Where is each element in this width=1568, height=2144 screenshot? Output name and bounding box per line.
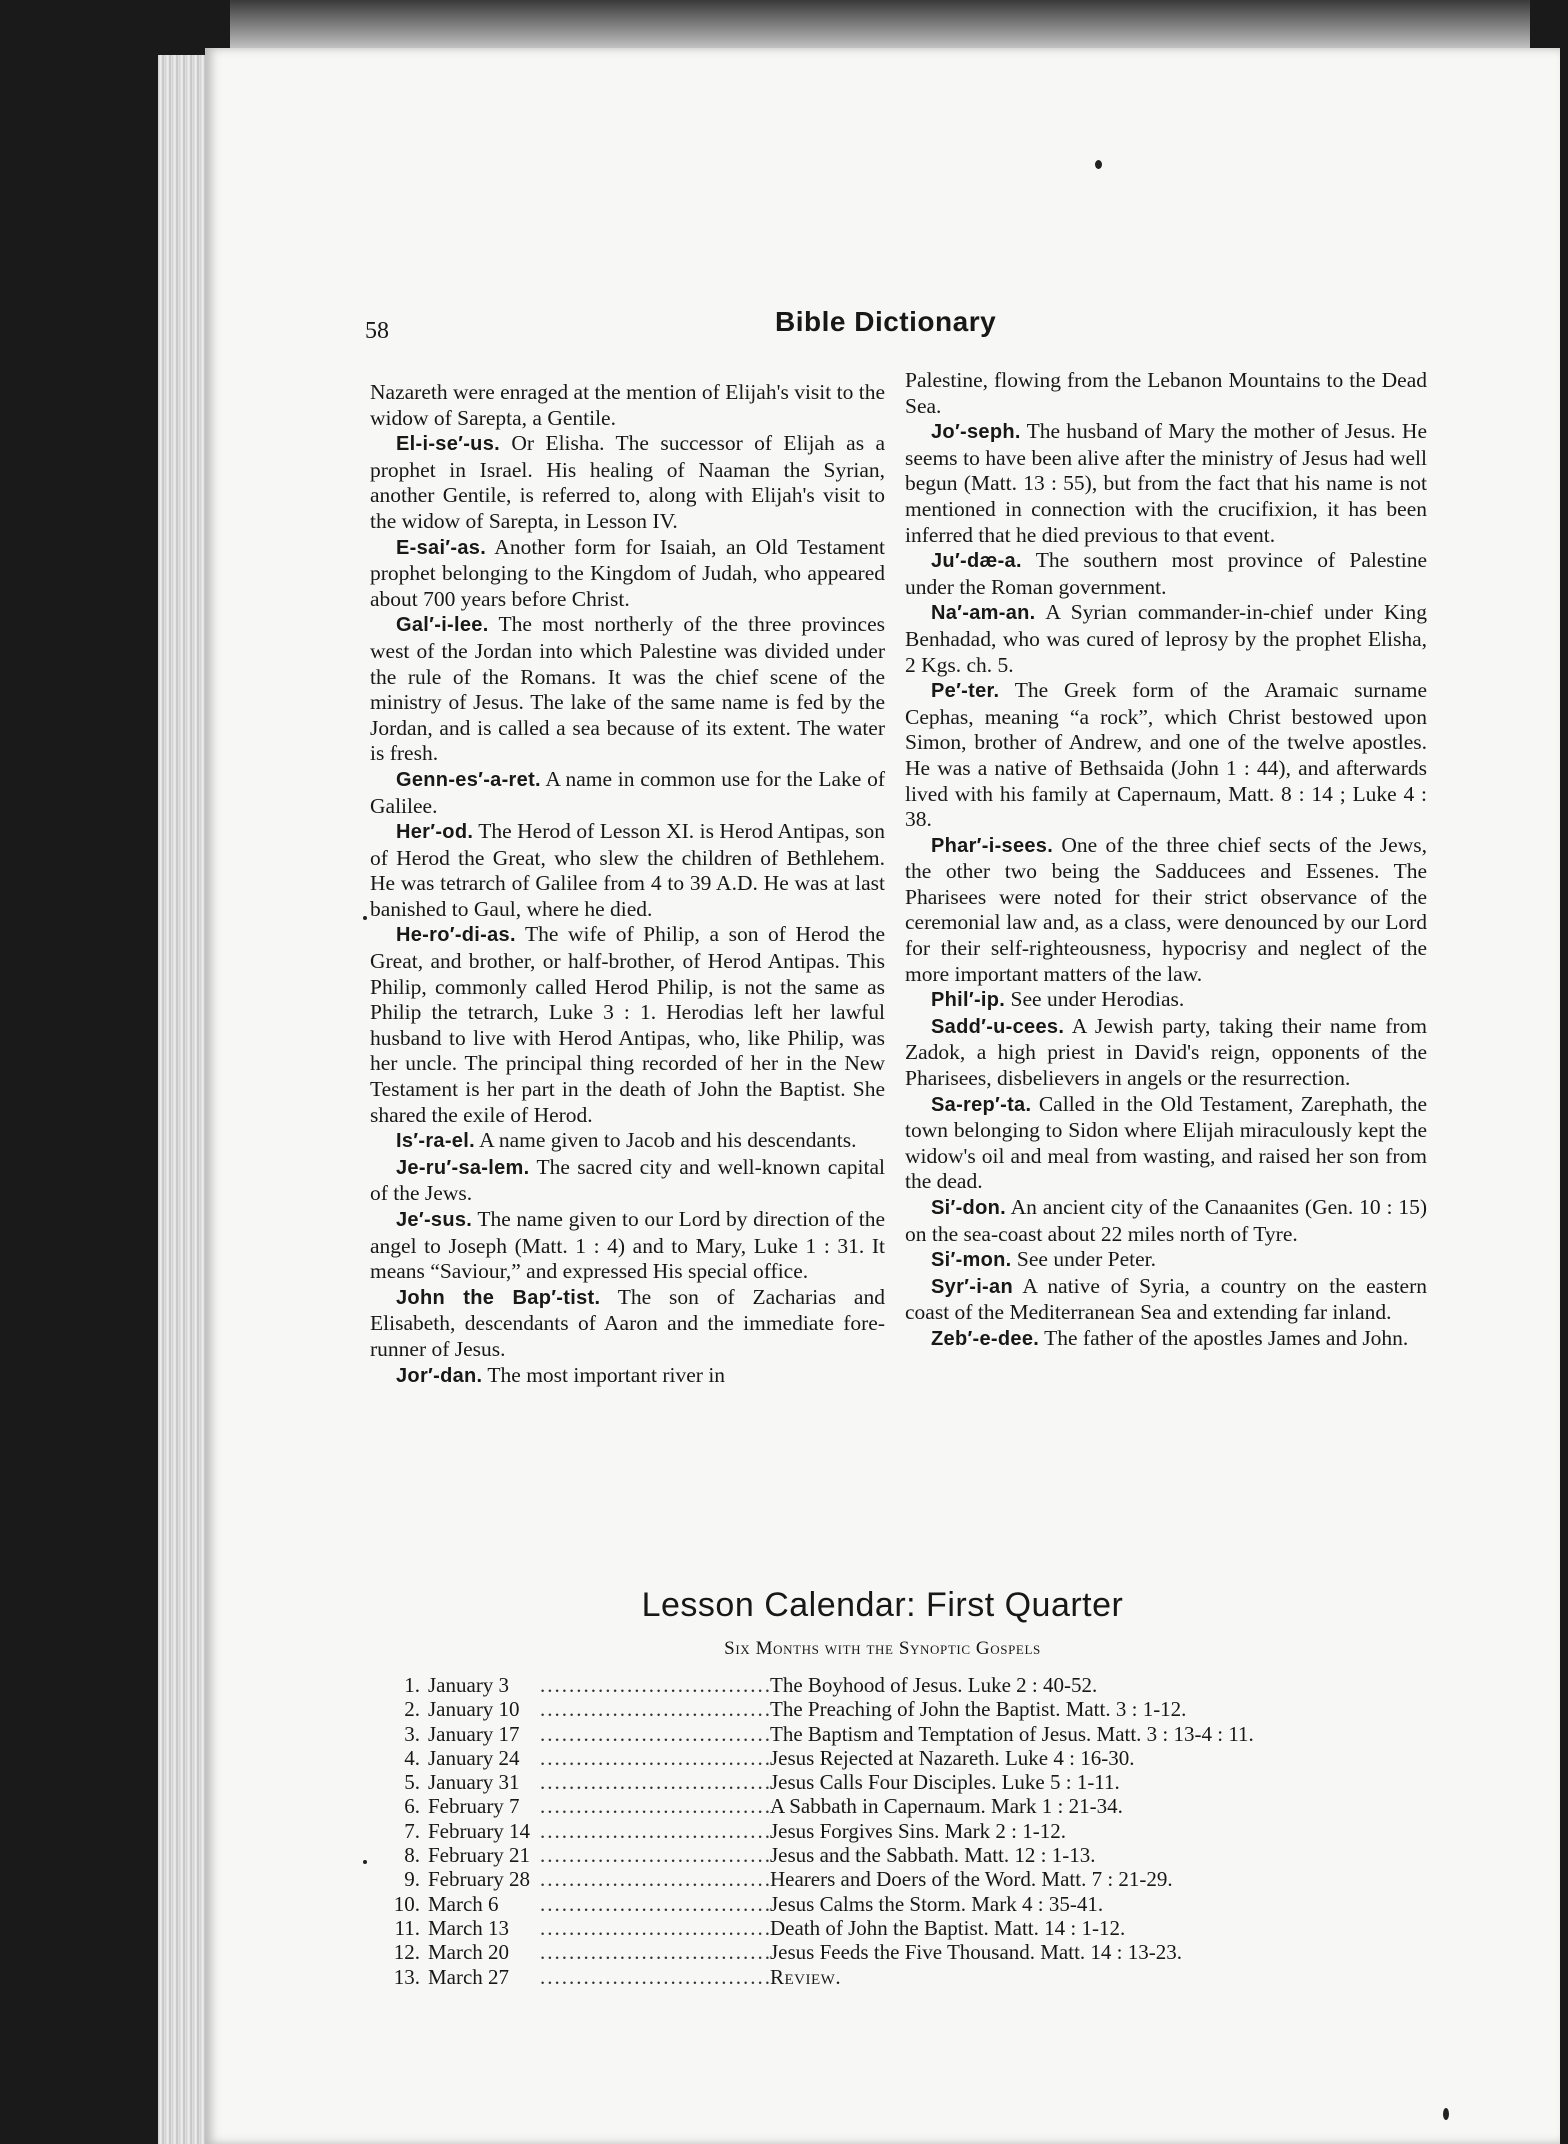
- entry-headword: Gal′-i-lee.: [396, 614, 489, 637]
- entry-text: The father of the apostles James and John.: [1039, 1325, 1409, 1350]
- lesson-row: [380, 1867, 1520, 1891]
- entry-headword: Her′-od.: [396, 821, 474, 844]
- dictionary-entry: [905, 833, 1427, 988]
- leader-dots: [540, 1746, 770, 1770]
- lesson-date: January 17: [428, 1721, 520, 1746]
- leader-dots: [540, 1722, 770, 1746]
- lesson-date: January 31: [428, 1770, 520, 1795]
- dictionary-entry: [905, 678, 1427, 833]
- leader-dots: [540, 1697, 770, 1721]
- book-page: [205, 48, 1560, 2144]
- lesson-topic: Jesus Calls Four Disciples. Luke 5 : 1-11.: [770, 1770, 1120, 1795]
- entry-text: A Jewish party, taking their name from Zadok, a high priest in David's reign, opponents of the Pharisees, disbelievers in angels or the resurrection.: [905, 1013, 1427, 1091]
- lesson-date: February 14: [428, 1818, 531, 1843]
- dictionary-entry: [905, 600, 1427, 678]
- lesson-number: 5.: [404, 1770, 420, 1795]
- lesson-topic: The Preaching of John the Baptist. Matt. 3 : 1-12.: [770, 1697, 1187, 1722]
- entry-headword: Jo′-seph.: [931, 421, 1021, 444]
- entry-text: The most northerly of the three provinces west of the Jordan into which Palestine was divided under the rule of the Romans. It was the chief scene of the ministry of Jesus. The lake of the same name is fed by the Jordan, and is called a sea because of its extent. The water is fresh.: [370, 612, 885, 766]
- leader-dots: [540, 1794, 770, 1818]
- page-header: [205, 298, 1560, 344]
- entry-headword: Pe′-ter.: [931, 680, 1000, 703]
- entry-headword: Zeb′-e-dee.: [931, 1327, 1040, 1350]
- lesson-date: March 6: [428, 1891, 499, 1916]
- lesson-topic: Hearers and Doers of the Word. Matt. 7 : 21-29.: [770, 1867, 1173, 1892]
- entry-headword: Phil′-ip.: [931, 989, 1006, 1012]
- lesson-topic: Jesus Calms the Storm. Mark 4 : 35-41.: [770, 1891, 1104, 1916]
- lesson-date: February 28: [428, 1867, 531, 1892]
- dictionary-entry: [905, 419, 1427, 548]
- lesson-number: 3.: [404, 1721, 420, 1746]
- dictionary-entry: [370, 1285, 885, 1363]
- lesson-number: 1.: [404, 1673, 420, 1697]
- leader-dots: [540, 1819, 770, 1843]
- lesson-number: 10.: [393, 1891, 420, 1916]
- lesson-date: March 20: [428, 1940, 510, 1965]
- lesson-number: 6.: [404, 1794, 420, 1819]
- lesson-topic: Jesus Feeds the Five Thousand. Matt. 14 : 13-23.: [770, 1940, 1183, 1965]
- lesson-row: [380, 1916, 1520, 1940]
- lesson-row: [380, 1794, 1520, 1818]
- entry-headword: Sadd′-u-cees.: [931, 1015, 1065, 1038]
- entry-headword: Sa-rep′-ta.: [931, 1093, 1032, 1116]
- lesson-row: [380, 1673, 1520, 1697]
- entry-headword: Genn-es′-a-ret.: [396, 768, 541, 791]
- print-speck: [363, 916, 367, 920]
- entry-text: See under Peter.: [1011, 1247, 1157, 1272]
- lesson-row: [380, 1746, 1520, 1770]
- lesson-topic: The Baptism and Temptation of Jesus. Matt. 3 : 13-4 : 11.: [770, 1721, 1254, 1746]
- dictionary-entry: [370, 767, 885, 819]
- lesson-topic: Jesus Forgives Sins. Mark 2 : 1-12.: [770, 1818, 1066, 1843]
- dictionary-entry: [370, 922, 885, 1128]
- lesson-topic: Review.: [770, 1964, 842, 1989]
- dictionary-entry: [370, 819, 885, 922]
- entry-text: The most important river in: [482, 1362, 726, 1387]
- dictionary-entry: [370, 431, 885, 534]
- dictionary-entry: [370, 535, 885, 613]
- entry-headword: He-ro′-di-as.: [396, 924, 516, 947]
- entry-text: The sacred city and well-known capital of the Jews.: [370, 1154, 885, 1206]
- entry-text: The Greek form of the Aramaic surname Cephas, meaning “a rock”, which Christ bestowed upon Simon, brother of Andrew, and one of the twelve apostles. He was a native of Bethsaida (John 1 : 44), and afterwards lived with his family at Capernaum, Matt. 8 : 14 ; Luke 4 : 38.: [905, 678, 1427, 832]
- entry-text: Another form for Isaiah, an Old Testament prophet belonging to the Kingdom of Judah, who appeared about 700 years before Christ.: [370, 534, 885, 611]
- entry-text: One of the three chief sects of the Jews, the other two being the Sadducees and Essenes. The Pharisees were noted for their strict observance of the ceremonial law and, as a class, were denounced by our Lord for their self-righteousness, hypocrisy and neglect of the more important matters of the law.: [905, 832, 1427, 986]
- calendar-title: Lesson Calendar: First Quarter: [641, 1586, 1124, 1624]
- lesson-number: 7.: [404, 1818, 420, 1843]
- dictionary-entry: [905, 548, 1427, 600]
- entry-text: Or Elisha. The successor of Elijah as a prophet in Israel. His healing of Naaman the Syrian, another Gentile, is referred to, along with Elijah's visit to the widow of Sarepta, in Lesson IV.: [370, 431, 885, 533]
- leader-dots: [540, 1843, 770, 1867]
- lesson-number: 12.: [393, 1940, 420, 1965]
- calendar-subtitle: Six Months with the Synoptic Gospels: [724, 1638, 1041, 1659]
- entry-text: Palestine, flowing from the Lebanon Mountains to the Dead Sea.: [905, 368, 1427, 418]
- entry-headword: Phar′-i-sees.: [931, 834, 1054, 857]
- print-speck: [1443, 2108, 1449, 2120]
- entry-headword: John the Bap′-tist.: [396, 1286, 601, 1309]
- lesson-number: 8.: [404, 1843, 420, 1868]
- leader-dots: [540, 1770, 770, 1794]
- dictionary-entry: [905, 1274, 1427, 1326]
- dictionary-entry: [905, 1014, 1427, 1092]
- dictionary-entry: [370, 1363, 885, 1390]
- entry-headword: Jor′-dan.: [396, 1364, 483, 1387]
- leader-dots: [540, 1916, 770, 1940]
- dictionary-entry: [905, 1195, 1427, 1247]
- entry-text: A name given to Jacob and his descendants.: [474, 1128, 857, 1153]
- entry-text: The name given to our Lord by direction of the angel to Joseph (Matt. 1 : 4) and to Mary, Luke 1 : 31. It means “Saviour,” and expressed His special office.: [370, 1207, 885, 1284]
- dictionary-entry: [905, 1247, 1427, 1274]
- dictionary-entry: [370, 1128, 885, 1155]
- entry-headword: Ju′-dæ-a.: [931, 550, 1022, 573]
- lesson-number: 11.: [394, 1915, 420, 1940]
- entry-text: An ancient city of the Canaanites (Gen. 10 : 15) on the sea-coast about 22 miles north of Tyre.: [905, 1195, 1427, 1246]
- dictionary-entry: [370, 1155, 885, 1207]
- entry-text: The southern most province of Palestine under the Roman government.: [905, 548, 1427, 599]
- entry-headword: Syr′-i-an: [931, 1275, 1013, 1298]
- dictionary-entry: [905, 1092, 1427, 1195]
- entry-text: Called in the Old Testament, Zarephath, the town belonging to Sidon where Elijah miraculously kept the widow's oil and meal from wasting, and raised her son from the dead.: [905, 1091, 1427, 1194]
- lesson-topic: Jesus and the Sabbath. Matt. 12 : 1-13.: [770, 1843, 1096, 1868]
- lesson-date: January 24: [428, 1745, 520, 1770]
- lesson-topic: A Sabbath in Capernaum. Mark 1 : 21-34.: [770, 1794, 1123, 1819]
- lesson-date: January 10: [428, 1697, 520, 1722]
- entry-headword: Si′-don.: [931, 1197, 1006, 1219]
- lesson-topic: Death of John the Baptist. Matt. 14 : 1-12.: [770, 1915, 1126, 1940]
- lesson-row: [380, 1697, 1520, 1721]
- lesson-date: March 13: [428, 1915, 510, 1940]
- left-column: [370, 380, 885, 1389]
- leader-dots: [540, 1940, 770, 1964]
- lesson-row: [380, 1722, 1520, 1746]
- lesson-row: [380, 1940, 1520, 1964]
- continued-text: [905, 368, 1427, 419]
- lesson-row: [380, 1843, 1520, 1867]
- lesson-number: 9.: [404, 1867, 420, 1892]
- right-column: [905, 368, 1427, 1353]
- lesson-topic: The Boyhood of Jesus. Luke 2 : 40-52.: [770, 1673, 1098, 1697]
- dictionary-entry: [905, 987, 1427, 1014]
- lesson-row: [380, 1892, 1520, 1916]
- entry-text: See under Herodias.: [1005, 987, 1185, 1012]
- lesson-date: February 21: [428, 1843, 531, 1868]
- entry-headword: Is′-ra-el.: [396, 1130, 475, 1153]
- page-number: 58: [365, 318, 389, 344]
- lesson-number: 4.: [404, 1745, 420, 1770]
- leader-dots: [540, 1892, 770, 1916]
- lesson-row: [380, 1965, 1520, 1989]
- print-speck: [363, 1860, 367, 1864]
- lesson-date: March 27: [428, 1964, 510, 1989]
- entry-text: A native of Syria, a country on the eastern coast of the Mediterranean Sea and extending far inland.: [905, 1273, 1427, 1325]
- entry-text: A name in common use for the Lake of Galilee.: [370, 766, 885, 818]
- entry-text: The husband of Mary the mother of Jesus. He seems to have been alive after the ministry of Jesus had well begun (Matt. 13 : 55), but from the fact that his name is not mentioned in connection with the crucifixion, it has been inferred that he died previous to that event.: [905, 419, 1427, 547]
- entry-text: The Herod of Lesson XI. is Herod Antipas, son of Herod the Great, who slew the children of Bethlehem. He was tetrarch of Galilee from 4 to 39 A.D. He was at last banished to Gaul, where he died.: [370, 819, 885, 921]
- leader-dots: [540, 1673, 770, 1697]
- lesson-date: February 7: [428, 1794, 520, 1819]
- lesson-date: January 3: [428, 1673, 510, 1697]
- lesson-row: [380, 1770, 1520, 1794]
- entry-headword: E-sai′-as.: [396, 536, 487, 559]
- lesson-calendar-list: [380, 1673, 1520, 1989]
- entry-headword: Je′-sus.: [396, 1209, 473, 1231]
- entry-headword: Je-ru′-sa-lem.: [396, 1156, 530, 1179]
- entry-text: The son of Zacharias and Elisabeth, descendants of Aaron and the immediate fore-runner of Jesus.: [370, 1284, 885, 1361]
- lesson-number: 2.: [404, 1697, 420, 1722]
- lesson-number: 13.: [393, 1964, 420, 1989]
- lesson-topic: Jesus Rejected at Nazareth. Luke 4 : 16-30.: [770, 1745, 1135, 1770]
- leader-dots: [540, 1965, 770, 1989]
- running-title: Bible Dictionary: [775, 306, 997, 337]
- continued-text: [370, 380, 885, 431]
- dictionary-entry: [905, 1326, 1427, 1353]
- dictionary-entry: [370, 612, 885, 767]
- dictionary-entry: [370, 1207, 885, 1285]
- entry-headword: Na′-am-an.: [931, 602, 1036, 625]
- entry-text: The wife of Philip, a son of Herod the Great, and brother, or half-brother, of Herod Antipas. This Philip, commonly called Herod Philip, is not the same as Philip the tetrarch, Luke 3 : 1. Herodias left her lawful husband to live with Herod Antipas, who, like Philip, was her uncle. The principal thing recorded of her in the New Testament is her part in the death of John the Baptist. She shared the exile of Herod.: [370, 922, 885, 1127]
- book-page-edges: [158, 55, 206, 2144]
- leader-dots: [540, 1867, 770, 1891]
- entry-text: Nazareth were enraged at the mention of Elijah's visit to the widow of Sarepta, a Gentile.: [370, 380, 885, 430]
- entry-text: A Syrian commander-in-chief under King Benhadad, who was cured of leprosy by the prophet Elisha, 2 Kgs. ch. 5.: [905, 600, 1427, 677]
- lesson-row: [380, 1819, 1520, 1843]
- print-speck: [1095, 160, 1102, 169]
- entry-headword: El-i-se′-us.: [396, 433, 500, 456]
- entry-headword: Si′-mon.: [931, 1249, 1012, 1272]
